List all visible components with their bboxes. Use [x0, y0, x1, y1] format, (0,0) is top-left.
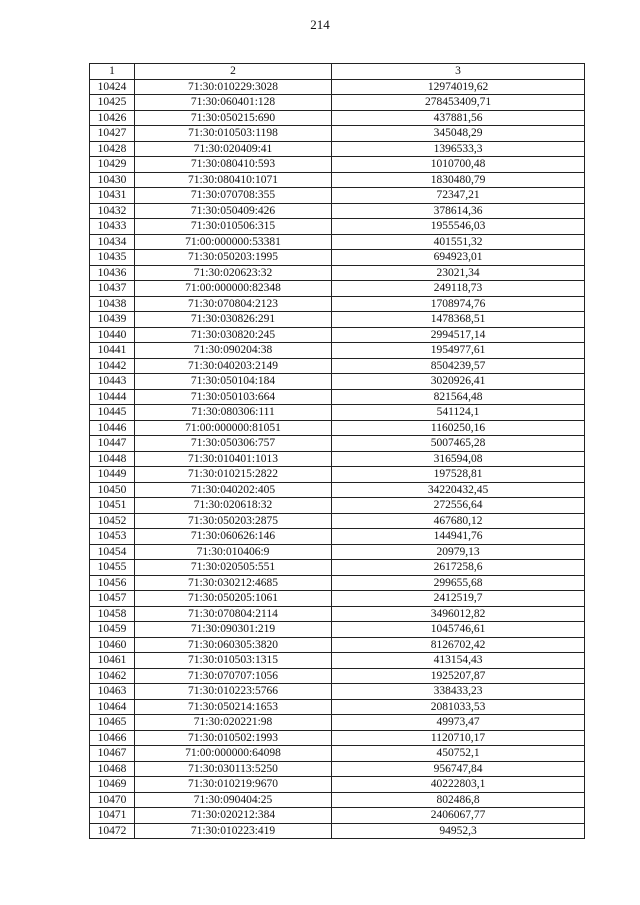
table-row — [90, 327, 585, 343]
value-cell: 3496012,82 — [332, 606, 585, 622]
row-number-cell: 10458 — [90, 606, 135, 622]
row-number-cell: 10450 — [90, 482, 135, 498]
table-row — [90, 451, 585, 467]
cadastral-number-cell: 71:30:060626:146 — [135, 529, 332, 545]
row-number-cell: 10437 — [90, 281, 135, 297]
row-number-cell: 10448 — [90, 451, 135, 467]
value-cell: 821564,48 — [332, 389, 585, 405]
value-cell: 8126702,42 — [332, 637, 585, 653]
table-row — [90, 746, 585, 762]
cadastral-number-cell: 71:30:050205:1061 — [135, 591, 332, 607]
cadastral-number-cell: 71:30:050306:757 — [135, 436, 332, 452]
row-number-cell: 10457 — [90, 591, 135, 607]
value-cell: 8504239,57 — [332, 358, 585, 374]
cadastral-number-cell: 71:30:010506:315 — [135, 219, 332, 235]
value-cell: 956747,84 — [332, 761, 585, 777]
table-row — [90, 281, 585, 297]
value-cell: 1708974,76 — [332, 296, 585, 312]
table-row — [90, 808, 585, 824]
cadastral-number-cell: 71:30:090301:219 — [135, 622, 332, 638]
row-number-cell: 10428 — [90, 141, 135, 157]
value-cell: 1120710,17 — [332, 730, 585, 746]
page-number: 214 — [310, 17, 330, 32]
value-cell: 72347,21 — [332, 188, 585, 204]
row-number-cell: 10455 — [90, 560, 135, 576]
table-row — [90, 730, 585, 746]
row-number-cell: 10430 — [90, 172, 135, 188]
column-header-2: 2 — [135, 64, 332, 80]
row-number-cell: 10445 — [90, 405, 135, 421]
cadastral-number-cell: 71:30:060305:3820 — [135, 637, 332, 653]
value-cell: 541124,1 — [332, 405, 585, 421]
cadastral-number-cell: 71:30:020505:551 — [135, 560, 332, 576]
table-row — [90, 761, 585, 777]
row-number-cell: 10470 — [90, 792, 135, 808]
row-number-cell: 10453 — [90, 529, 135, 545]
row-number-cell: 10467 — [90, 746, 135, 762]
value-cell: 2081033,53 — [332, 699, 585, 715]
table-row — [90, 126, 585, 142]
row-number-cell: 10462 — [90, 668, 135, 684]
value-cell: 34220432,45 — [332, 482, 585, 498]
row-number-cell: 10439 — [90, 312, 135, 328]
value-cell: 23021,34 — [332, 265, 585, 281]
value-cell: 1160250,16 — [332, 420, 585, 436]
table-row — [90, 312, 585, 328]
table-row — [90, 715, 585, 731]
cadastral-number-cell: 71:30:020212:384 — [135, 808, 332, 824]
table-row — [90, 653, 585, 669]
table-row — [90, 219, 585, 235]
cadastral-number-cell: 71:30:050215:690 — [135, 110, 332, 126]
row-number-cell: 10471 — [90, 808, 135, 824]
header-row — [90, 64, 585, 80]
table-row — [90, 389, 585, 405]
value-cell: 1010700,48 — [332, 157, 585, 173]
row-number-cell: 10436 — [90, 265, 135, 281]
table-row — [90, 110, 585, 126]
value-cell: 378614,36 — [332, 203, 585, 219]
table-row — [90, 637, 585, 653]
value-cell: 1955546,03 — [332, 219, 585, 235]
row-number-cell: 10454 — [90, 544, 135, 560]
row-number-cell: 10441 — [90, 343, 135, 359]
value-cell: 316594,08 — [332, 451, 585, 467]
table-row — [90, 405, 585, 421]
row-number-cell: 10431 — [90, 188, 135, 204]
value-cell: 144941,76 — [332, 529, 585, 545]
table-row — [90, 358, 585, 374]
table-row — [90, 141, 585, 157]
value-cell: 5007465,28 — [332, 436, 585, 452]
cadastral-number-cell: 71:30:010503:1315 — [135, 653, 332, 669]
table-row — [90, 823, 585, 839]
cadastral-number-cell: 71:30:080306:111 — [135, 405, 332, 421]
table-row — [90, 622, 585, 638]
cadastral-number-cell: 71:30:050409:426 — [135, 203, 332, 219]
cadastral-number-cell: 71:30:030113:5250 — [135, 761, 332, 777]
value-cell: 1478368,51 — [332, 312, 585, 328]
cadastral-number-cell: 71:30:010406:9 — [135, 544, 332, 560]
table-row — [90, 296, 585, 312]
cadastral-number-cell: 71:30:030820:245 — [135, 327, 332, 343]
value-cell: 272556,64 — [332, 498, 585, 514]
cadastral-number-cell: 71:30:040202:405 — [135, 482, 332, 498]
table-row — [90, 172, 585, 188]
row-number-cell: 10451 — [90, 498, 135, 514]
table-row — [90, 95, 585, 111]
value-cell: 401551,32 — [332, 234, 585, 250]
cadastral-number-cell: 71:30:030826:291 — [135, 312, 332, 328]
cadastral-number-cell: 71:30:090204:38 — [135, 343, 332, 359]
cadastral-number-cell: 71:30:050103:664 — [135, 389, 332, 405]
value-cell: 413154,43 — [332, 653, 585, 669]
column-header-1: 1 — [90, 64, 135, 80]
cadastral-number-cell: 71:30:050104:184 — [135, 374, 332, 390]
row-number-cell: 10426 — [90, 110, 135, 126]
cadastral-number-cell: 71:30:010223:5766 — [135, 684, 332, 700]
row-number-cell: 10424 — [90, 79, 135, 95]
value-cell: 694923,01 — [332, 250, 585, 266]
cadastral-number-cell: 71:30:030212:4685 — [135, 575, 332, 591]
row-number-cell: 10456 — [90, 575, 135, 591]
table-row — [90, 343, 585, 359]
cadastral-number-cell: 71:30:080410:593 — [135, 157, 332, 173]
table-row — [90, 157, 585, 173]
row-number-cell: 10432 — [90, 203, 135, 219]
cadastral-number-cell: 71:30:070804:2123 — [135, 296, 332, 312]
row-number-cell: 10459 — [90, 622, 135, 638]
value-cell: 2994517,14 — [332, 327, 585, 343]
table-row — [90, 529, 585, 545]
cadastral-number-cell: 71:30:010223:419 — [135, 823, 332, 839]
table-row — [90, 79, 585, 95]
value-cell: 3020926,41 — [332, 374, 585, 390]
value-cell: 40222803,1 — [332, 777, 585, 793]
value-cell: 437881,56 — [332, 110, 585, 126]
table-row — [90, 699, 585, 715]
row-number-cell: 10433 — [90, 219, 135, 235]
value-cell: 2412519,7 — [332, 591, 585, 607]
value-cell: 1954977,61 — [332, 343, 585, 359]
table-row — [90, 560, 585, 576]
data-table — [89, 63, 585, 839]
cadastral-number-cell: 71:30:010503:1198 — [135, 126, 332, 142]
table-row — [90, 498, 585, 514]
table-row — [90, 234, 585, 250]
table-row — [90, 575, 585, 591]
value-cell: 1830480,79 — [332, 172, 585, 188]
row-number-cell: 10460 — [90, 637, 135, 653]
table-row — [90, 684, 585, 700]
row-number-cell: 10469 — [90, 777, 135, 793]
value-cell: 467680,12 — [332, 513, 585, 529]
value-cell: 249118,73 — [332, 281, 585, 297]
table-row — [90, 591, 585, 607]
cadastral-number-cell: 71:30:020623:32 — [135, 265, 332, 281]
cadastral-number-cell: 71:30:050203:1995 — [135, 250, 332, 266]
cadastral-number-cell: 71:00:000000:53381 — [135, 234, 332, 250]
row-number-cell: 10443 — [90, 374, 135, 390]
row-number-cell: 10447 — [90, 436, 135, 452]
value-cell: 49973,47 — [332, 715, 585, 731]
row-number-cell: 10452 — [90, 513, 135, 529]
table-header — [90, 64, 585, 80]
row-number-cell: 10434 — [90, 234, 135, 250]
cadastral-number-cell: 71:30:010219:9670 — [135, 777, 332, 793]
cadastral-number-cell: 71:30:070707:1056 — [135, 668, 332, 684]
table-row — [90, 203, 585, 219]
row-number-cell: 10466 — [90, 730, 135, 746]
value-cell: 802486,8 — [332, 792, 585, 808]
value-cell: 197528,81 — [332, 467, 585, 483]
table-row — [90, 374, 585, 390]
row-number-cell: 10465 — [90, 715, 135, 731]
table-row — [90, 265, 585, 281]
value-cell: 20979,13 — [332, 544, 585, 560]
value-cell: 338433,23 — [332, 684, 585, 700]
row-number-cell: 10461 — [90, 653, 135, 669]
value-cell: 299655,68 — [332, 575, 585, 591]
row-number-cell: 10425 — [90, 95, 135, 111]
value-cell: 278453409,71 — [332, 95, 585, 111]
value-cell: 450752,1 — [332, 746, 585, 762]
row-number-cell: 10449 — [90, 467, 135, 483]
cadastral-number-cell: 71:30:020221:98 — [135, 715, 332, 731]
row-number-cell: 10435 — [90, 250, 135, 266]
cadastral-number-cell: 71:30:070708:355 — [135, 188, 332, 204]
table-row — [90, 792, 585, 808]
table-row — [90, 544, 585, 560]
value-cell: 1045746,61 — [332, 622, 585, 638]
table-row — [90, 467, 585, 483]
column-header-3: 3 — [332, 64, 585, 80]
row-number-cell: 10464 — [90, 699, 135, 715]
row-number-cell: 10427 — [90, 126, 135, 142]
value-cell: 2406067,77 — [332, 808, 585, 824]
row-number-cell: 10472 — [90, 823, 135, 839]
cadastral-number-cell: 71:30:050203:2875 — [135, 513, 332, 529]
value-cell: 2617258,6 — [332, 560, 585, 576]
cadastral-number-cell: 71:00:000000:82348 — [135, 281, 332, 297]
table-body — [90, 79, 585, 839]
table-row — [90, 482, 585, 498]
row-number-cell: 10468 — [90, 761, 135, 777]
row-number-cell: 10440 — [90, 327, 135, 343]
cadastral-number-cell: 71:30:010401:1013 — [135, 451, 332, 467]
table-row — [90, 513, 585, 529]
table-row — [90, 188, 585, 204]
cadastral-number-cell: 71:30:070804:2114 — [135, 606, 332, 622]
cadastral-number-cell: 71:30:010502:1993 — [135, 730, 332, 746]
row-number-cell: 10446 — [90, 420, 135, 436]
value-cell: 1396533,3 — [332, 141, 585, 157]
row-number-cell: 10444 — [90, 389, 135, 405]
table-row — [90, 668, 585, 684]
row-number-cell: 10429 — [90, 157, 135, 173]
value-cell: 94952,3 — [332, 823, 585, 839]
table-row — [90, 777, 585, 793]
table-row — [90, 250, 585, 266]
value-cell: 345048,29 — [332, 126, 585, 142]
cadastral-number-cell: 71:30:020409:41 — [135, 141, 332, 157]
cadastral-number-cell: 71:30:010215:2822 — [135, 467, 332, 483]
cadastral-number-cell: 71:30:080410:1071 — [135, 172, 332, 188]
row-number-cell: 10438 — [90, 296, 135, 312]
table-row — [90, 606, 585, 622]
cadastral-number-cell: 71:30:090404:25 — [135, 792, 332, 808]
cadastral-number-cell: 71:00:000000:81051 — [135, 420, 332, 436]
table-row — [90, 420, 585, 436]
value-cell: 12974019,62 — [332, 79, 585, 95]
cadastral-number-cell: 71:30:060401:128 — [135, 95, 332, 111]
row-number-cell: 10463 — [90, 684, 135, 700]
cadastral-number-cell: 71:30:020618:32 — [135, 498, 332, 514]
row-number-cell: 10442 — [90, 358, 135, 374]
cadastral-number-cell: 71:00:000000:64098 — [135, 746, 332, 762]
cadastral-number-cell: 71:30:050214:1653 — [135, 699, 332, 715]
cadastral-number-cell: 71:30:010229:3028 — [135, 79, 332, 95]
table-row — [90, 436, 585, 452]
cadastral-number-cell: 71:30:040203:2149 — [135, 358, 332, 374]
value-cell: 1925207,87 — [332, 668, 585, 684]
